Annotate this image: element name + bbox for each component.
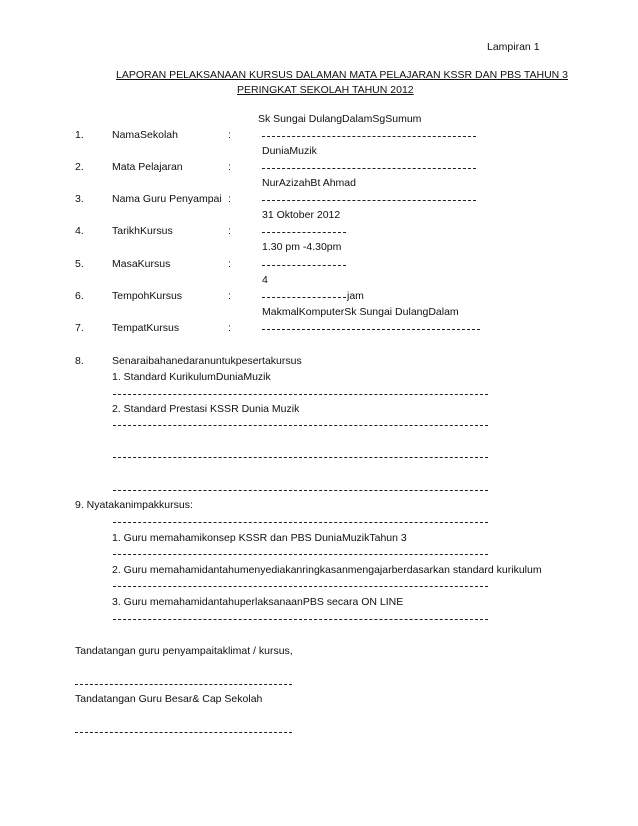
section-8-heading: Senaraibahanedaranuntukpesertakursus — [112, 355, 302, 367]
headmaster-signature-label: Tandatangan Guru Besar& Cap Sekolah — [75, 693, 263, 705]
field-number: 6. — [75, 290, 84, 302]
field-number: 7. — [75, 322, 84, 334]
impact-line — [113, 554, 488, 555]
field-value: 4 — [262, 274, 268, 286]
field-colon: : — [228, 161, 231, 173]
material-line — [113, 425, 488, 426]
material-line — [113, 457, 488, 458]
field-colon: : — [228, 193, 231, 205]
field-label: NamaSekolah — [112, 129, 178, 141]
field-value: 1.30 pm -4.30pm — [262, 241, 342, 253]
field-colon: : — [228, 129, 231, 141]
field-label: TempatKursus — [112, 322, 180, 334]
field-underline — [262, 168, 476, 169]
teacher-signature-line — [75, 684, 292, 685]
field-underline — [262, 265, 346, 266]
teacher-signature-label: Tandatangan guru penyampaitaklimat / kursus, — [75, 645, 293, 657]
field-underline — [262, 232, 346, 233]
headmaster-signature-line — [75, 732, 292, 733]
field-label: Mata Pelajaran — [112, 161, 183, 173]
title-line-1: LAPORAN PELAKSANAAN KURSUS DALAMAN MATA PELAJARAN KSSR DAN PBS TAHUN 3 — [116, 69, 569, 81]
material-item: 2. Standard Prestasi KSSR Dunia Muzik — [112, 403, 300, 415]
field-underline — [262, 329, 480, 330]
section-8-number: 8. — [75, 355, 84, 367]
field-colon: : — [228, 290, 231, 302]
section-9-heading: 9. Nyatakanimpakkursus: — [75, 499, 193, 511]
field-underline — [262, 200, 476, 201]
impact-line — [113, 522, 488, 523]
field-value: MakmalKomputerSk Sungai DulangDalam — [262, 306, 459, 318]
material-line — [113, 394, 488, 395]
field-number: 4. — [75, 225, 84, 237]
field-label: Nama Guru Penyampai — [112, 193, 222, 205]
field-colon: : — [228, 258, 231, 270]
title-line-2: PERINGKAT SEKOLAH TAHUN 2012 — [237, 84, 414, 96]
annex-label: Lampiran 1 — [487, 41, 540, 53]
field-number: 1. — [75, 129, 84, 141]
field-number: 5. — [75, 258, 84, 270]
field-label: TarikhKursus — [112, 225, 173, 237]
field-label: TempohKursus — [112, 290, 183, 302]
field-label: MasaKursus — [112, 258, 171, 270]
field-value: DuniaMuzik — [262, 145, 317, 157]
field-underline — [262, 297, 346, 298]
material-item: 1. Standard KurikulumDuniaMuzik — [112, 371, 271, 383]
field-value: NurAzizahBt Ahmad — [262, 177, 356, 189]
field-value: 31 Oktober 2012 — [262, 209, 341, 221]
field-colon: : — [228, 225, 231, 237]
field-value: Sk Sungai DulangDalamSgSumum — [258, 113, 422, 125]
impact-item: 3. Guru memahamidantahuperlaksanaanPBS secara ON LINE — [112, 596, 404, 608]
impact-item: 2. Guru memahamidantahumenyediakanringkasanmengajarberdasarkan standard kurikulum — [112, 564, 542, 576]
impact-line — [113, 619, 488, 620]
impact-item: 1. Guru memahamikonsep KSSR dan PBS DuniaMuzikTahun 3 — [112, 532, 407, 544]
impact-line — [113, 586, 488, 587]
field-underline — [262, 136, 476, 137]
field-number: 3. — [75, 193, 84, 205]
material-line — [113, 490, 488, 491]
duration-unit: jam — [347, 290, 364, 302]
field-colon: : — [228, 322, 231, 334]
field-number: 2. — [75, 161, 84, 173]
